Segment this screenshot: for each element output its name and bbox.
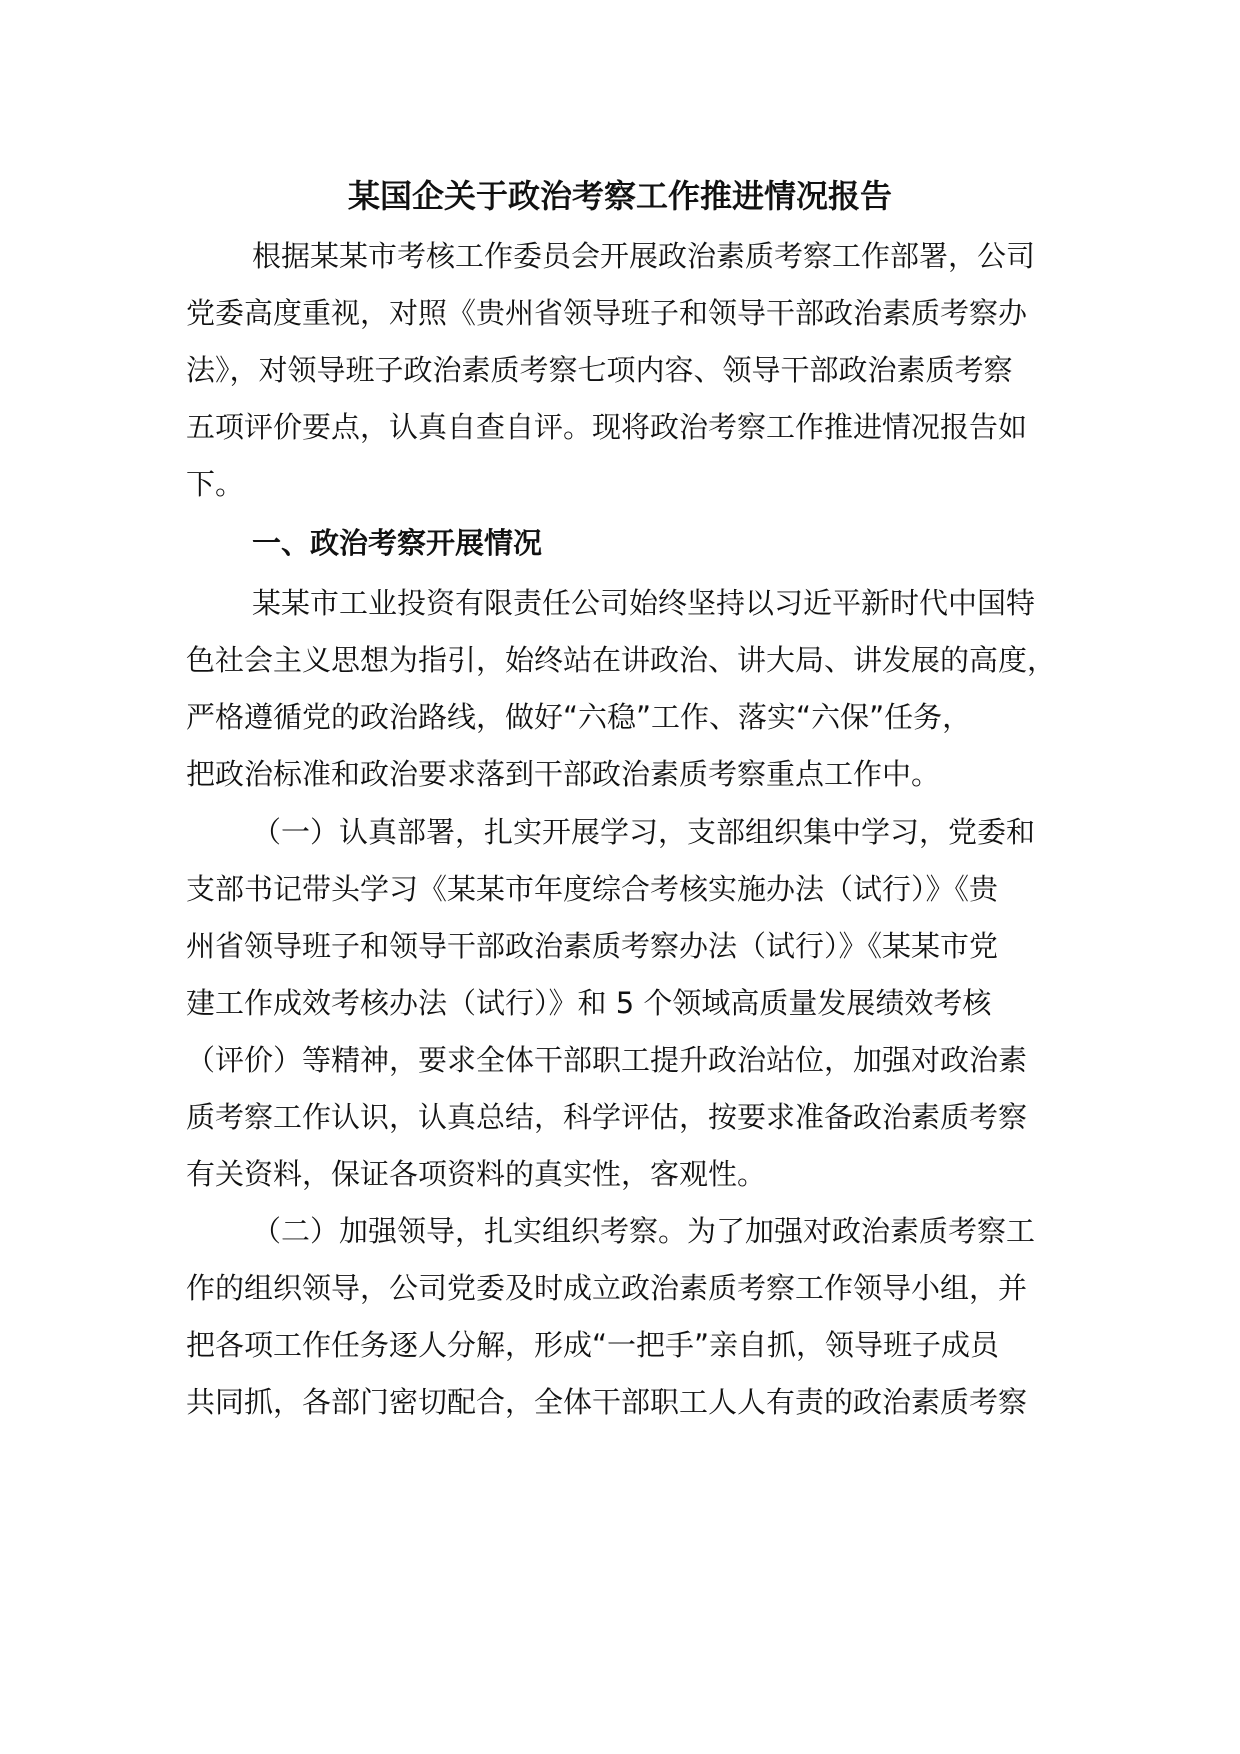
body-line: 下。 bbox=[186, 467, 245, 501]
body-line: 作的组织领导，公司党委及时成立政治素质考察工作领导小组，并 bbox=[186, 1271, 1028, 1305]
body-line: 质考察工作认识，认真总结，科学评估，按要求准备政治素质考察 bbox=[186, 1100, 1028, 1134]
body-line: 严格遵循党的政治路线，做好“六稳”工作、落实“六保”任务， bbox=[186, 700, 972, 734]
body-line: 某某市工业投资有限责任公司始终坚持以习近平新时代中国特 bbox=[252, 586, 1036, 620]
body-line: （评价）等精神，要求全体干部职工提升政治站位，加强对政治素 bbox=[186, 1043, 1028, 1077]
body-line: 共同抓，各部门密切配合，全体干部职工人人有责的政治素质考察 bbox=[186, 1385, 1028, 1419]
body-line: 支部书记带头学习《某某市年度综合考核实施办法（试行）》《贵 bbox=[186, 872, 999, 906]
body-line: 把政治标准和政治要求落到干部政治素质考察重点工作中。 bbox=[186, 757, 941, 791]
body-line: 党委高度重视，对照《贵州省领导班子和领导干部政治素质考察办 bbox=[186, 296, 1028, 330]
body-line: 把各项工作任务逐人分解，形成“一把手”亲自抓，领导班子成员 bbox=[186, 1328, 1000, 1362]
document-title: 某国企关于政治考察工作推进情况报告 bbox=[347, 177, 892, 215]
body-line: 法》，对领导班子政治素质考察七项内容、领导干部政治素质考察 bbox=[186, 353, 1013, 387]
body-line: 有关资料，保证各项资料的真实性，客观性。 bbox=[186, 1157, 767, 1191]
body-line: 五项评价要点，认真自查自评。现将政治考察工作推进情况报告如 bbox=[186, 410, 1028, 444]
body-line: 根据某某市考核工作委员会开展政治素质考察工作部署，公司 bbox=[252, 239, 1036, 273]
subsection-line: （一）认真部署，扎实开展学习，支部组织集中学习，党委和 bbox=[252, 815, 1036, 849]
section-heading: 一、政治考察开展情况 bbox=[252, 526, 543, 560]
subsection-line: （二）加强领导，扎实组织考察。为了加强对政治素质考察工 bbox=[252, 1214, 1036, 1248]
body-line: 色社会主义思想为指引，始终站在讲政治、讲大局、讲发展的高度， bbox=[186, 643, 1057, 677]
body-line: 州省领导班子和领导干部政治素质考察办法（试行）》《某某市党 bbox=[186, 929, 999, 963]
body-line: 建工作成效考核办法（试行）》和 5 个领域高质量发展绩效考核 bbox=[186, 986, 992, 1020]
